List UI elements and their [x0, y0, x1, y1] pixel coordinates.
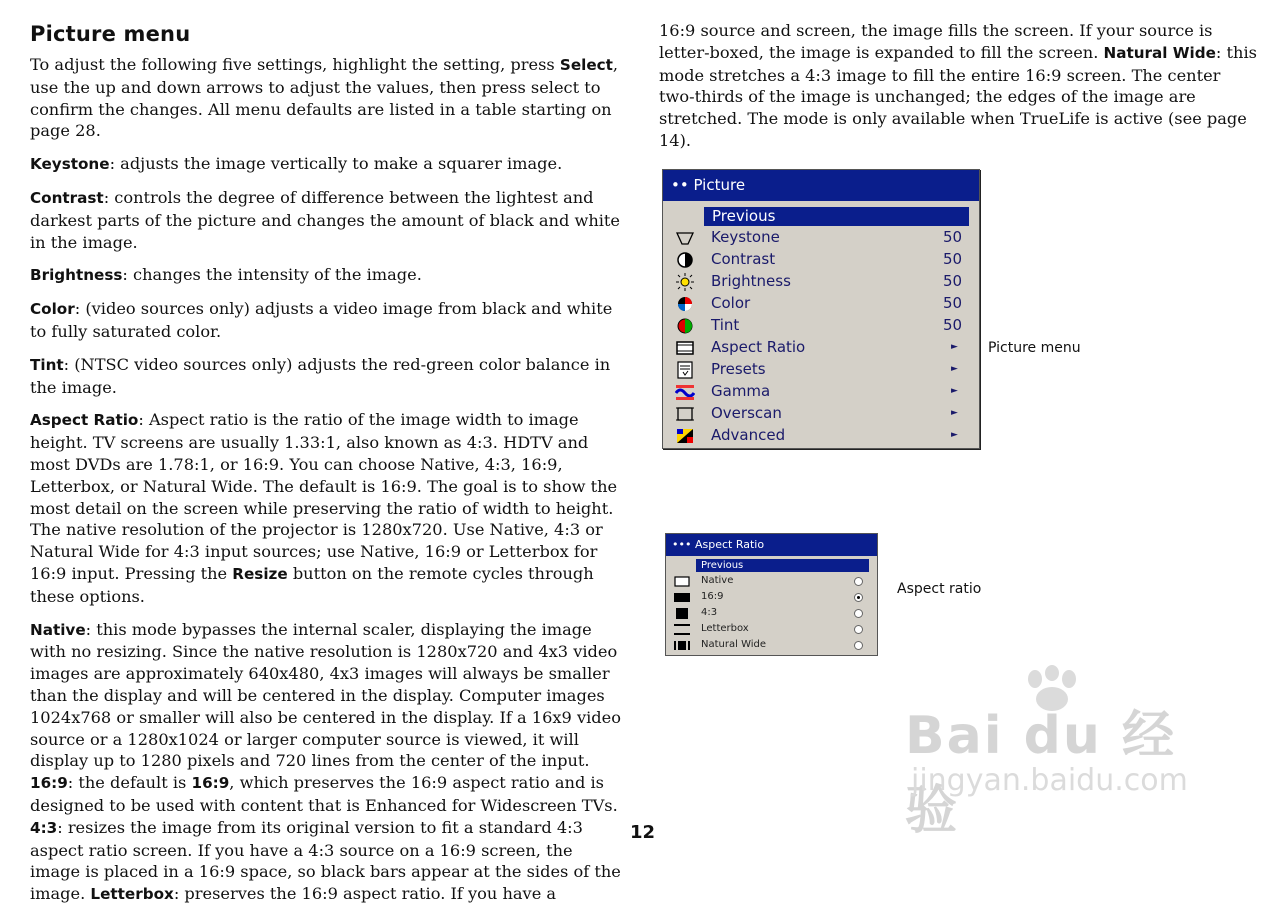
aspect-option-letterbox[interactable]: Letterbox — [666, 621, 877, 637]
radio-letterbox[interactable] — [854, 625, 863, 634]
watermark-brand: Bai du 经验 — [905, 706, 1176, 841]
contrast-icon — [675, 251, 695, 269]
brightness-paragraph: Brightness: changes the intensity of the image. — [30, 265, 422, 285]
menu-item-presets[interactable]: Presets ► — [663, 359, 979, 380]
picture-menu-caption: Picture menu — [988, 340, 1081, 356]
menu-item-keystone[interactable]: Keystone 50 — [663, 227, 979, 248]
native-paragraph: Native: this mode bypasses the internal scaler, displaying the image with no resizing. Since the native resolution is 1280x720 and 4x3 video images are approximately 640x480, 4x3 images will always be smaller than the display and will be centered in the display. Computer images 1024x768 or smaller will also be centered in the display. If a 16x9 video source or a 1280x1024 or larger computer source is viewed, it will display up to 1280 pixels and 720 lines from the center of the input. 16:9: the default is 16:9, which preserves the 16:9 aspect ratio and is designed to be used with content that is Enhanced for Widescreen TVs. 4:3: resizes the image from its original version to fit a standard 4:3 aspect ratio screen. If you have a 4:3 source on a 16:9 screen, the image is placed in a 16:9 space, so black bars appear at the sides of the image. Letterbox: preserves the 16:9 aspect ratio. If you have a — [30, 619, 621, 904]
menu-item-advanced[interactable]: Advanced ► — [663, 425, 979, 446]
gamma-icon — [675, 383, 695, 401]
letterbox-icon — [674, 624, 690, 635]
menu-item-color[interactable]: Color 50 — [663, 293, 979, 314]
continued-paragraph: 16:9 source and screen, the image fills the screen. If your source is letter-boxed, the image is expanded to fill the screen. Natural Wide: this mode stretches a 4:3 image to fill the entire 16:9 screen. The center two-thirds of the image is unchanged; the edges of the image are stretched. The mode is only available when TrueLife is active (see page 14). — [659, 21, 1257, 150]
overscan-icon — [675, 405, 695, 423]
picture-menu-previous[interactable]: Previous — [704, 207, 969, 226]
left-column — [30, 20, 622, 917]
aspect-ratio-caption: Aspect ratio — [897, 581, 982, 597]
color-icon — [675, 295, 695, 313]
right-column — [659, 20, 1259, 163]
natural-wide-icon — [674, 640, 690, 651]
brightness-icon — [675, 273, 695, 291]
menu-item-aspect-ratio[interactable]: Aspect Ratio ► — [663, 337, 979, 358]
keystone-paragraph: Keystone: adjusts the image vertically to make a squarer image. — [30, 154, 563, 174]
keystone-icon — [675, 229, 695, 247]
page-number: 12 — [630, 822, 656, 843]
menu-item-overscan[interactable]: Overscan ► — [663, 403, 979, 424]
baidu-watermark — [905, 665, 1205, 841]
menu-item-tint[interactable]: Tint 50 — [663, 315, 979, 336]
menu-item-brightness[interactable]: Brightness 50 — [663, 271, 979, 292]
advanced-icon — [675, 427, 695, 445]
contrast-paragraph: Contrast: controls the degree of difference between the lightest and darkest parts of the picture and changes the amount of black and white in the image. — [30, 187, 621, 252]
aspect-ratio-menu-title: ••• Aspect Ratio — [666, 534, 877, 556]
aspect-ratio-menu — [665, 533, 878, 656]
color-paragraph: Color: (video sources only) adjusts a video image from black and white to fully saturated color. — [30, 299, 613, 341]
tint-paragraph: Tint: (NTSC video sources only) adjusts the red-green color balance in the image. — [30, 354, 611, 397]
standard-4-3-icon — [674, 608, 690, 619]
aspect-ratio-icon — [675, 339, 695, 357]
radio-native[interactable] — [854, 577, 863, 586]
aspect-option-4-3[interactable]: 4:3 — [666, 605, 877, 621]
watermark-url: jingyan.baidu.com — [911, 763, 1188, 798]
page-heading: Picture menu — [30, 22, 191, 46]
menu-item-contrast[interactable]: Contrast 50 — [663, 249, 979, 270]
radio-4-3[interactable] — [854, 609, 863, 618]
native-icon — [674, 576, 690, 587]
aspect-option-16-9[interactable]: 16:9 — [666, 589, 877, 605]
tint-icon — [675, 317, 695, 335]
radio-16-9[interactable] — [854, 593, 863, 602]
presets-icon — [675, 361, 695, 379]
intro-paragraph: To adjust the following five settings, highlight the setting, press Select, use the up and down arrows to adjust the values, then press select to confirm the changes. All menu defaults are listed in a table starting on page 28. — [30, 55, 619, 141]
wide-16-9-icon — [674, 592, 690, 603]
aspect-ratio-previous[interactable]: Previous — [696, 559, 869, 572]
aspect-ratio-paragraph: Aspect Ratio: Aspect ratio is the ratio of the image width to image height. TV screens are usually 1.33:1, also known as 4:3. HDTV and most DVDs are 1.78:1, or 16:9. You can choose Native, 4:3, 16:9, Letterbox, or Natural Wide. The default is 16:9. The goal is to show the most detail on the screen while preserving the ratio of width to height. The native resolution of the projector is 1280x720. Use Native, 4:3 or Natural Wide for 4:3 input sources; use Native, 16:9 or Letterbox for 16:9 input. Pressing the Resize button on the remote cycles through these options. — [30, 410, 618, 606]
radio-natural-wide[interactable] — [854, 641, 863, 650]
aspect-option-native[interactable]: Native — [666, 573, 877, 589]
picture-menu — [662, 169, 980, 449]
picture-menu-title: •• Picture — [663, 170, 979, 201]
menu-item-gamma[interactable]: Gamma ► — [663, 381, 979, 402]
aspect-option-natural-wide[interactable]: Natural Wide — [666, 637, 877, 653]
